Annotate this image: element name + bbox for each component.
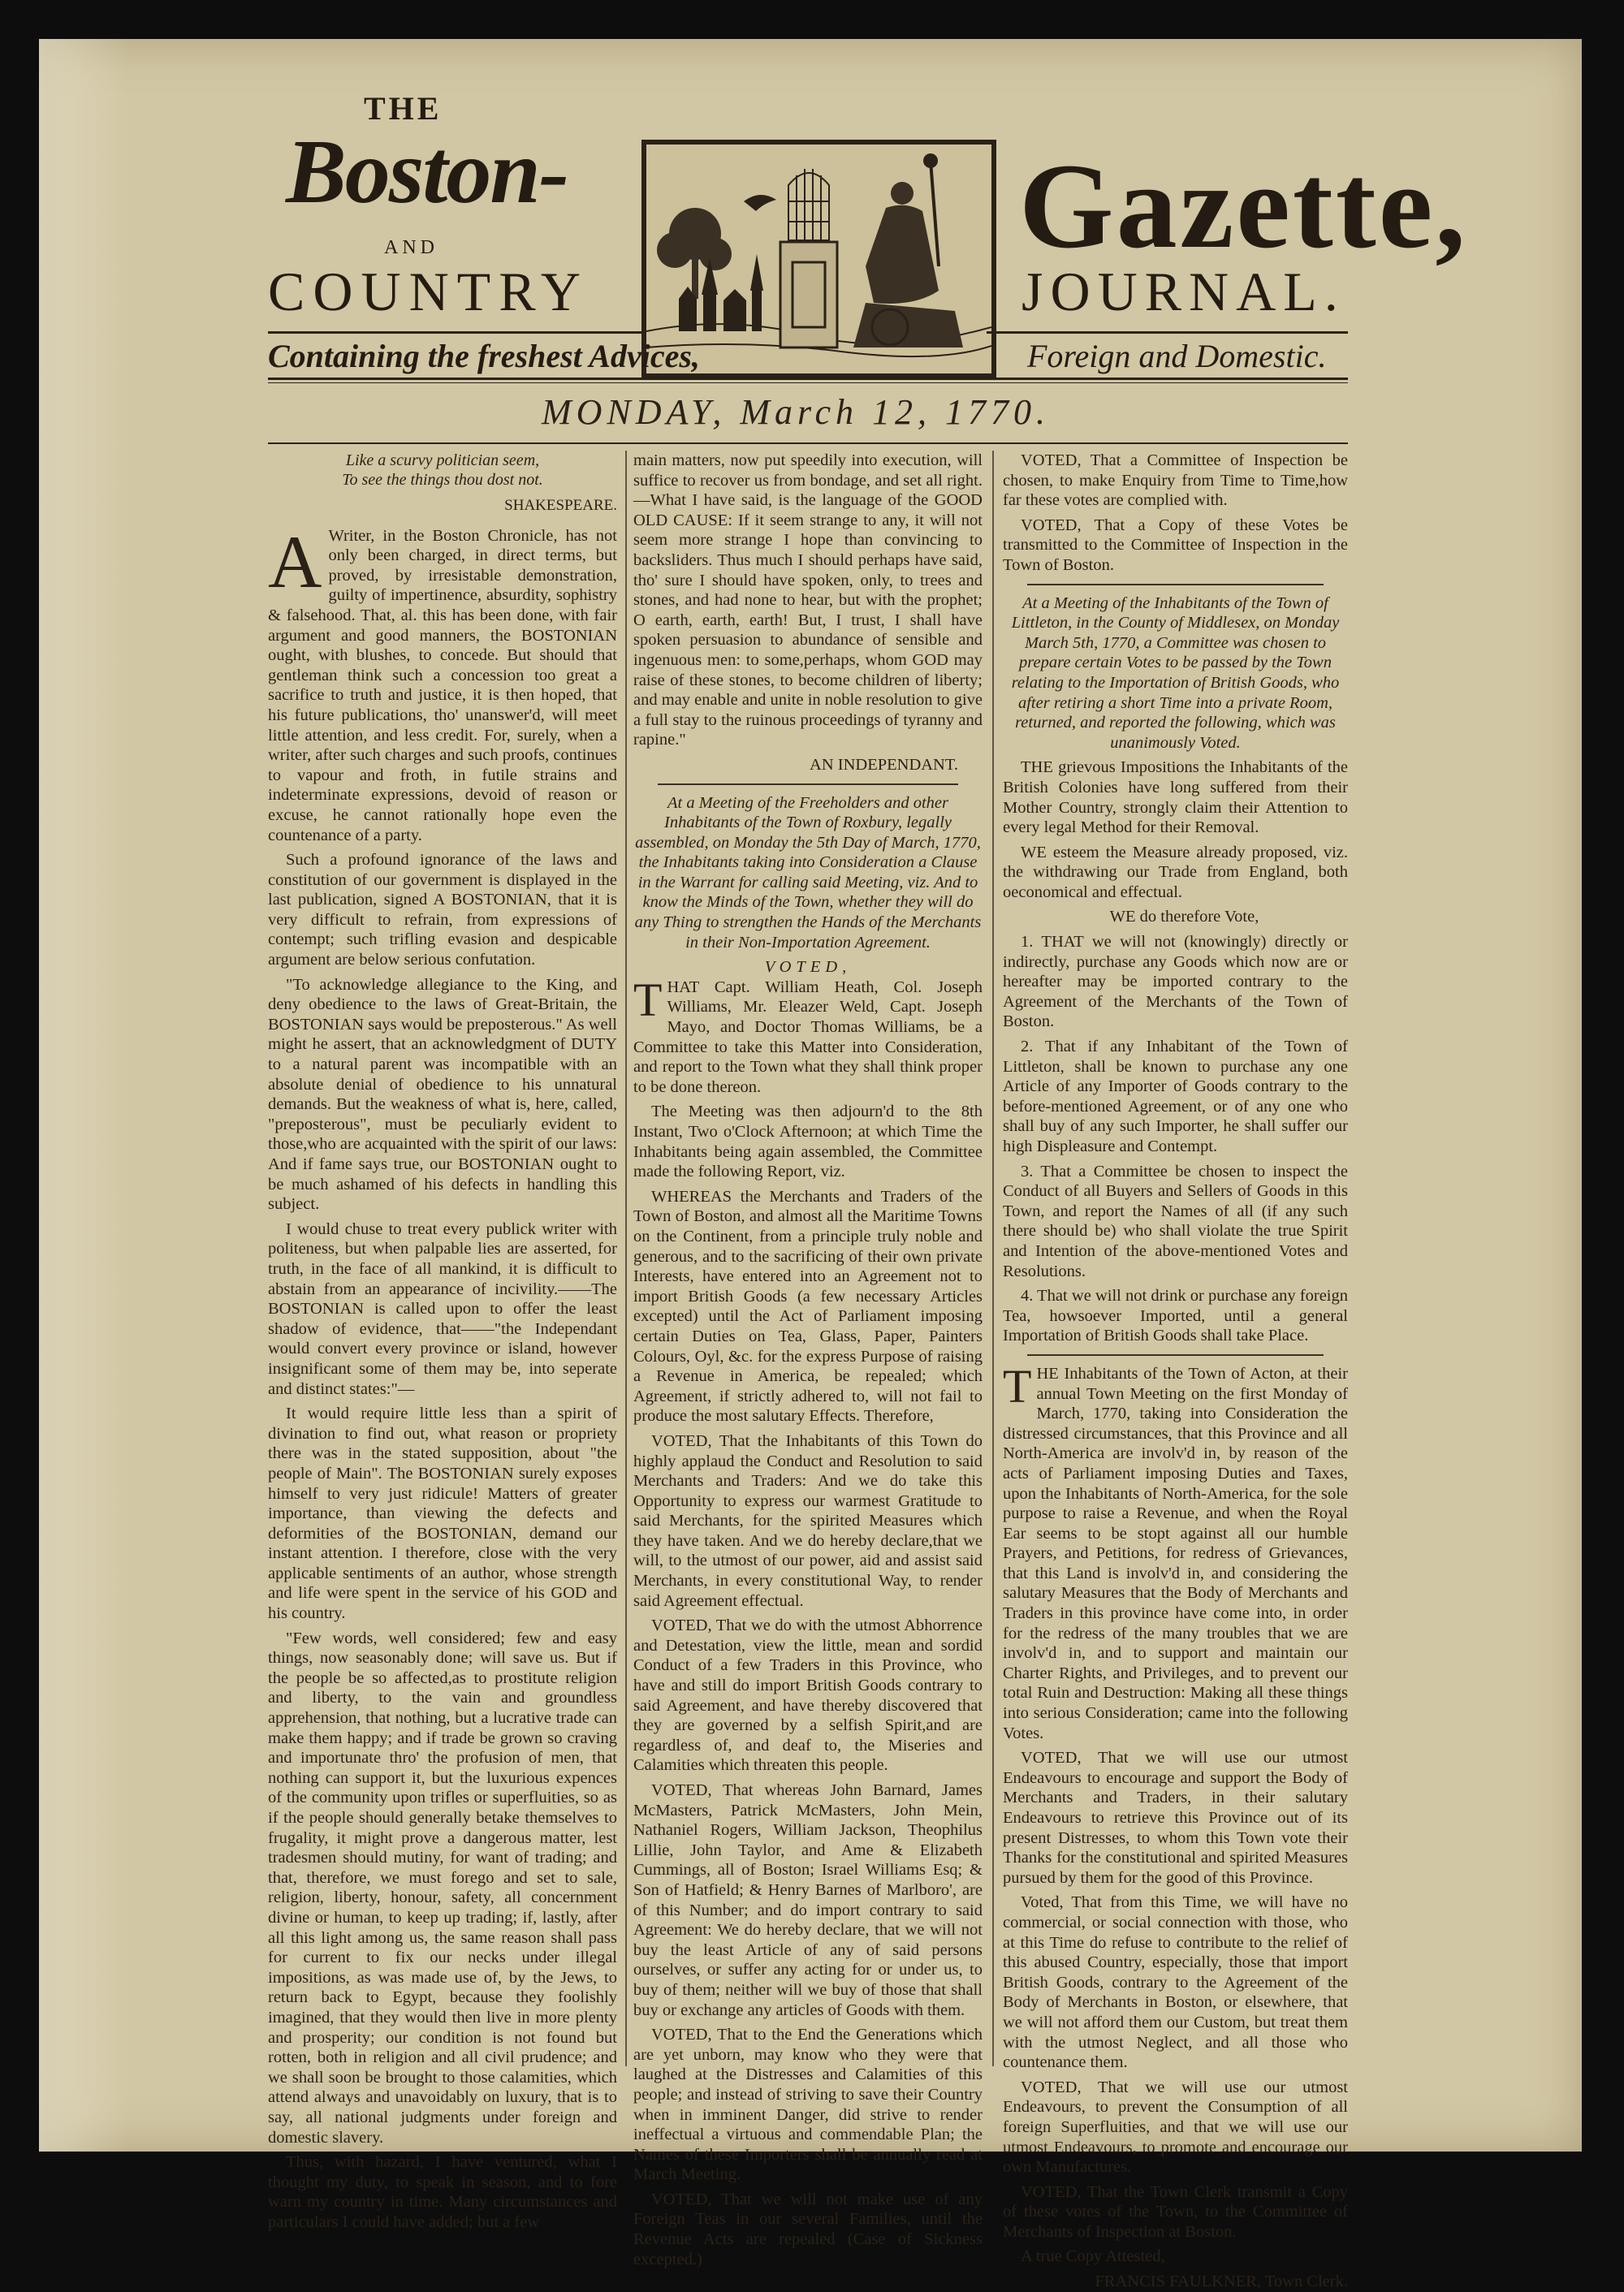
article-1-para-1 (268, 520, 617, 846)
roxbury-text-1: HAT Capt. William Heath, Col. Joseph Williams, Mr. Eleazer Weld, Capt. Joseph Mayo, and Doctor Thomas Williams, be a Committee to take this Matter into Consideration, and report to the Town what they shall think proper to be done thereon. (633, 978, 983, 1096)
dateline-rule (268, 442, 1348, 444)
littleton-vote-1: 1. THAT we will not (knowingly) directly or indirectly, purchase any Goods which now are or hereafter may be imported contrary to the Agreement of the Merchants of the Town of Boston. (1003, 933, 1348, 1031)
littleton-meeting-heading: At a Meeting of the Inhabitants of the Town of Littleton, in the County of Middlesex, on Monday March 5th, 1770, a Committee was chosen to prepare certain Votes to be passed by the Town relating to the Importation of British Goods, who after retiring a short Time into a private Room, returned, and reported the following, which was unanimously Voted. (1011, 594, 1340, 752)
littleton-para-2: WE esteem the Measure already proposed, viz. the withdrawing our Trade from England, both oeconomical and effectual. (1003, 843, 1348, 901)
article-1-para-4: I would chuse to treat every publick writer with politeness, but when palpable lies are asserted, for truth, in the face of all mankind, it is difficult to abstain from an appearance of incivility.——The BOSTONIAN is called upon to offer the least shadow of evidence, that——"the Independant would convert every province or island, however insignificant some of them may be, into seperate and distinct states:"— (268, 1219, 617, 1398)
article-1-para-6: "Few words, well considered; few and easy things, now seasonably done; will save us. But if the people be so affected,as to prostitute religion and liberty, to the vain and groundless apprehension, that nothing, but a lucrative trade can make them happy; and if trade be grown so craving and importunate thro' the profusion of men, that nothing can support it, but the luxurious expences of the community upon trifles or superfluities, so as if the people should generally betake themselves to frugality, it might prove a dangerous matter, lest tradesmen should mutiny, for want of trading; and that, therefore, we must forego and set to sale, religion, liberty, honour, safety, all concernment divine or human, to keep up trading; if, lastly, after all this light among us, the same reason shall pass for current to fix our necks under illegal impositions, as was made use of, by the Jews, to return back to Egypt, because they foolishly imagined, that they would then live in more plenty and prosperity; our condition is not found but rotten, both in religion and all civil prudence; and we shall soon be brought to those calamities, which attend always and unavoidably on luxury, that is to say, all national judgments under foreign and domestic slavery. (268, 1629, 617, 2147)
masthead-country: COUNTRY (268, 261, 589, 322)
roxbury-para-2: The Meeting was then adjourn'd to the 8th Instant, Two o'Clock Afternoon; at which Time the Inhabitants being again assembled, the Committee made the following Report, viz. (633, 1103, 983, 1181)
roxbury-para-7: VOTED, That to the End the Generations which are yet unborn, may know who they were that laughed at the Distresses and Calamities of this people; and instead of striving to save their Country when in imminent Danger, did strive to render ineffectual a virtuous and commendable Plan; the Names of these Importers shall be annually read at March Meeting. (633, 2026, 983, 2184)
roxbury-meeting-heading: At a Meeting of the Freeholders and other Inhabitants of the Town of Roxbury, legally assembled, on Monday the 5th Day of March, 1770, the Inhabitants taking into Consideration a Clause in the Warrant for calling said Meeting, viz. And to know the Minds of the Town, whether they will do any Thing to strengthen the Hands of the Merchants in their Non-Importation Agreement. (634, 793, 982, 952)
column-3 (1003, 451, 1348, 2292)
masthead-rule-bottom-2 (268, 382, 1348, 383)
masthead-rule-bottom (268, 378, 1348, 380)
roxbury-para-8: VOTED, That we will not make use of any Foreign Teas in our several Families, until the Revenue Acts are repealed (Case of Sickness excepted.) (633, 2190, 983, 2268)
article-signature: AN INDEPENDANT. (810, 755, 958, 774)
paper-stain (39, 39, 128, 2152)
dateline: MONDAY, March 12, 1770. (541, 392, 1051, 432)
acton-clerk-signature: FRANCIS FAULKNER, Town Clerk. (1095, 2273, 1348, 2291)
acton-text-1: HE Inhabitants of the Town of Acton, at their annual Town Meeting on the first Monday of March, 1770, taking into Consideration the distressed circumstances, that this Province and all North-America are involv'd in, by reason of the acts of Parliament imposing Duties and Taxes, upon the Inhabitants of North-America, for the sole purpose to raise a Revenue, and when the Royal Ear seems to be stopt against all our humble Prayers, and Petitions, for redress of Grievances, that this Land is involv'd in, and considering the salutary Measures that the Body of Merchants and Traders in this province have come into, in order for the redress of the many troubles that we are involv'd in, and to support and maintain our Charter Rights, and Privileges, and to prevent our total Ruin and Destruction: Making all these things into serious Consideration; came into the following Votes. (1003, 1364, 1348, 1742)
roxbury-para-4: VOTED, That the Inhabitants of this Town do highly applaud the Conduct and Resolution to said Merchants and Traders: And we do take this Opportunity to express our warmest Gratitude to said Merchants, for the spirited Measures which they have taken. And we do hereby declare,that we will, to the utmost of our power, aid and assist said Merchants, in every constitutional Way, to render said Agreement effectual. (633, 1431, 983, 1610)
masthead-gazette: Gazette, (1019, 139, 1468, 274)
roxbury-para-9: VOTED, That a Committee of Inspection be chosen, to make Enquiry from Time to Time,how far these votes are complied with. (1003, 451, 1348, 510)
masthead-journal: JOURNAL. (1021, 261, 1345, 322)
littleton-para-1: THE grievous Impositions the Inhabitants of the British Colonies have long suffered from their Mother Country, strongly claim their Attention to every legal Method for their Removal. (1003, 758, 1348, 837)
article-1-continued: main matters, now put speedily into execution, will suffice to recover us from bondage, and set all right.—What I have said, is the language of the GOOD OLD CAUSE: If it seem strange to any, it will not seem more strange I hope than convincing to backsliders. Thus much I should perhaps have said, tho' sure I should have spoken, only, to trees and stones, and had none to hear, but with the prophet; O earth, earth, earth! But, I trust, I shall have spoken persuasion to abundance of sensible and ingenuous men: to some,perhaps, whom GOD may raise of these stones, to become children of liberty; and may enable and unite in noble resolution to give a full stay to the ruinous proceedings of tyranny and rapine." (633, 451, 983, 749)
article-1-para-7: Thus, with hazard, I have ventured, what I thought my duty, to speak in season, and to fore warn my country in time. Many circumstances and particulars I could have added; but a few (268, 2153, 617, 2231)
acton-para-5: VOTED, That the Town Clerk transmit a Copy of these votes of the Town, to the Committee of Merchants of Inspection at Boston. (1003, 2182, 1348, 2241)
section-divider-3 (1027, 1354, 1324, 1356)
dropcap-t-2: T (1003, 1359, 1032, 1413)
masthead-boston: Boston- (286, 122, 568, 222)
epigraph-line-1: Like a scurvy politician seem, (345, 451, 540, 469)
masthead-rule-top-right (987, 331, 1348, 334)
epigraph-author: SHAKESPEARE. (504, 497, 617, 514)
acton-para-4: VOTED, That we will use our utmost Endeavours, to prevent the Consumption of all foreign Superfluities, and that we will use our utmost Endeavours, to promote and encourage our own Manufactures. (1003, 2078, 1348, 2177)
epigraph-line-2: To see the things thou dost not. (342, 471, 543, 489)
section-divider (658, 783, 958, 785)
masthead-the: THE (364, 90, 443, 127)
roxbury-para-10: VOTED, That a Copy of these Votes be transmitted to the Committee of Inspection in the Town of Boston. (1003, 516, 1348, 574)
littleton-vote-3: 3. That a Committee be chosen to inspect the Conduct of all Buyers and Sellers of Goods in this Town, and report the Names of all (if any such there should be) who shall violate the true Spirit and Intention of the above-mentioned Votes and Resolutions. (1003, 1162, 1348, 1280)
roxbury-para-3: WHEREAS the Merchants and Traders of the Town of Boston, and almost all the Maritime Towns on the Continent, from a principle truly noble and generous, and to the sacrificing of their own private Interests, have entered into an Agreement not to import British Goods (a few necessary Articles excepted) until the Act of Parliament imposing certain Duties on Tea, Glass, Paper, Painters Colours, Oyl, &c. for the express Purpose of raising a Revenue in America, be repealed; which Agreement, if strictly adhered to, will not fail to produce the most salutary Effects. Therefore, (633, 1187, 983, 1426)
section-divider-2 (1027, 584, 1324, 585)
article-1-text-1: Writer, in the Boston Chronicle, has not only been charged, in direct terms, but proved, by irresistable demonstration, guilty of impertinence, absurdity, sophistry & falsehood. That, al. this has been done, with fair argument and good manners, the BOSTONIAN ought, with blushes, to concede. But should that gentleman think such a concession too great a sacrifice to truth and justice, it is then hoped, that his future publications, tho' unanswer'd, will meet little attention, and less credit. For, surely, when a writer, after such charges and such proofs, continues to vapour and froth, in futile strains and indeterminate expressions, devoid of reason or excuse, he cannot rationally hope even the countenance of a party. (268, 526, 617, 844)
roxbury-para-5: VOTED, That we do with the utmost Abhorrence and Detestation, view the little, mean and sordid Conduct of a few Traders in this Province, who have and still do import British Goods contrary to said Agreement, and have thereby discovered that they are governed by a selfish Spirit,and are regardless of, and deaf to, the Miseries and Calamities which threaten this people. (633, 1616, 983, 1775)
column-2 (633, 451, 983, 2274)
acton-para-1 (1003, 1359, 1348, 1743)
article-1-para-2: Such a profound ignorance of the laws and constitution of our government is displayed in the last publication, signed A BOSTONIAN, that it is very difficult to refrain, from expressions of contempt; such trifling evasion and despicable argument are below serious confutation. (268, 851, 617, 969)
column-1 (268, 451, 617, 2237)
roxbury-para-6: VOTED, That whereas John Barnard, James McMasters, Patrick McMasters, John Mein, Nathaniel Rogers, William Jackson, Theophilus Lillie, John Taylor, and Ame & Elizabeth Cummings, all of Boston; Israel Williams Esq; & Son of Hatfield; & Henry Barnes of Marlboro', are of this Number; and do import contrary to said Agreement: We do hereby declare, that we will not buy the least Article of any of said persons ourselves, or suffer any acting for or under us, to buy of them; neither will we buy of those that shall buy or exchange any articles of Goods with them. (633, 1781, 983, 2019)
column-divider-1 (625, 451, 627, 2066)
article-1-para-3: "To acknowledge allegiance to the King, and deny obedience to the laws of Great-Britain, the BOSTONIAN says would be preposterous." As well might he assert, that an acknowledgment of DUTY to a natural parent was incompatible with an absolute denial of obedience to his unnatural demands. But the weakness of what is, here, called, "preposterous", must be peculiarly evident to those,who are acquainted with the spirit of our laws: And if fame says true, our BOSTONIAN ought to be much ashamed of his defects in handling this subject. (268, 975, 617, 1214)
masthead-rule-top (268, 331, 641, 334)
article-1-para-5: It would require little less than a spirit of divination to find out, what reason or propriety there was in the stated supposition, about "the people of Main". The BOSTONIAN surely exposes himself to very just ridicule! Matters of greater importance, than viewing the defects and deformities of the BOSTONIAN, demand our instant attention. I therefore, close with the very applicable sentiments of an author, whose strength and life were spent in the service of his GOD and his country. (268, 1405, 617, 1623)
dropcap-t: T (633, 973, 663, 1026)
littleton-vote-4: 4. That we will not drink or purchase any foreign Tea, howsoever Imported, until a general Importation of British Goods shall take Place. (1003, 1287, 1348, 1345)
littleton-vote-2: 2. That if any Inhabitant of the Town of Littleton, shall be known to purchase any one Article of any Importer of Goods contrary to the before-mentioned Agreement, or of any one who shall buy of any such Importer, he shall suffer our high Displeasure and Contempt. (1003, 1038, 1348, 1155)
dropcap-a: A (268, 520, 322, 603)
masthead-tagline-right: Foreign and Domestic. (1027, 338, 1327, 374)
voted-heading: VOTED, (764, 958, 852, 977)
masthead-and: AND (384, 237, 438, 258)
column-divider-2 (992, 451, 994, 2066)
masthead-tagline-left: Containing the freshest Advices, (268, 338, 700, 374)
acton-attest: A true Copy Attested, (1021, 2247, 1165, 2266)
littleton-para-3: WE do therefore Vote, (1109, 908, 1259, 926)
acton-para-2: VOTED, That we will use our utmost Endeavours to encourage and support the Body of Merchants and Traders, in their salutary Endeavours to retrieve this Province out of its present Distresses, to whom this Town vote their Thanks for the constitutional and spirited Measures pursued by them for the good of this Province. (1003, 1749, 1348, 1887)
roxbury-para-1 (633, 973, 983, 1098)
acton-para-3: Voted, That from this Time, we will have no commercial, or social connection with those, who at this Time do refuse to contribute to the relief of this abused Country, especially, those that import British Goods, contrary to the Agreement of the Body of Merchants in Boston, or elsewhere, that we will not afford them our Custom, but treat them with the utmost Neglect, and all those who countenance them. (1003, 1893, 1348, 2072)
